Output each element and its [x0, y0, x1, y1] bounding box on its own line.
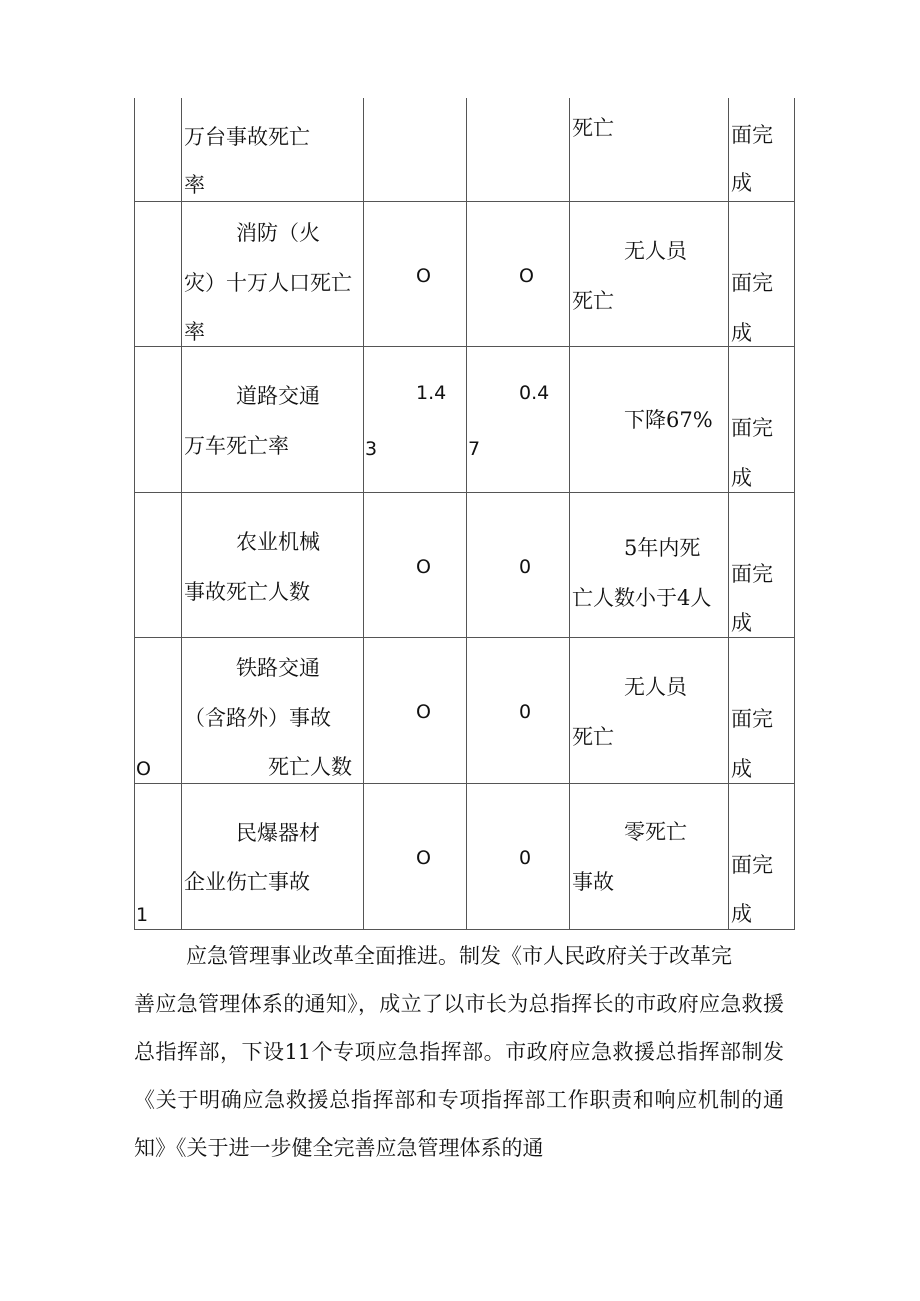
index-value: 1 — [136, 903, 149, 926]
target-line: 下降67% — [624, 407, 713, 432]
status-cell — [729, 98, 795, 201]
indicator-line: 率 — [184, 319, 205, 344]
index-cell — [135, 98, 182, 201]
target-cell — [570, 492, 729, 637]
target-line: 无人员 — [624, 238, 687, 263]
status-cell — [729, 783, 795, 929]
target-cell — [570, 201, 729, 346]
actual-cell — [467, 98, 570, 201]
table-row — [135, 98, 795, 201]
status-line: 成 — [731, 756, 752, 781]
status-line: 面完 — [731, 123, 773, 147]
index-cell — [135, 346, 182, 492]
baseline-cell — [364, 492, 467, 637]
baseline-value: O — [416, 555, 431, 578]
index-cell — [135, 783, 182, 929]
target-cell — [570, 98, 729, 201]
target-line: 死亡 — [572, 288, 614, 313]
target-line: 死亡 — [572, 116, 614, 140]
indicator-line: 消防（火 — [236, 220, 320, 245]
body-paragraph — [134, 932, 784, 1172]
status-line: 面完 — [731, 706, 773, 731]
index-value: O — [136, 757, 151, 780]
indicator-cell — [182, 201, 364, 346]
status-cell — [729, 637, 795, 783]
table-row — [135, 637, 795, 783]
indicator-cell — [182, 492, 364, 637]
indicator-line: 道路交通 — [236, 383, 320, 408]
actual-cell — [467, 201, 570, 346]
index-cell — [135, 492, 182, 637]
actual-value: 7 — [468, 437, 481, 460]
status-line: 成 — [731, 320, 752, 345]
status-cell — [729, 201, 795, 346]
actual-value: 0 — [519, 555, 532, 578]
indicator-line: 万台事故死亡 — [184, 125, 310, 149]
actual-cell — [467, 637, 570, 783]
status-line: 成 — [731, 171, 752, 195]
status-cell — [729, 346, 795, 492]
indicator-line: 率 — [184, 173, 205, 197]
target-line: 无人员 — [624, 674, 687, 699]
target-line: 死亡 — [572, 724, 614, 749]
indicator-line: 民爆器材 — [236, 820, 320, 845]
status-line: 成 — [731, 465, 752, 490]
baseline-cell — [364, 637, 467, 783]
target-cell — [570, 783, 729, 929]
indicator-cell — [182, 98, 364, 201]
baseline-cell — [364, 346, 467, 492]
indicator-line: 企业伤亡事故 — [184, 869, 310, 894]
status-line: 面完 — [731, 852, 773, 877]
status-line: 面完 — [731, 561, 773, 586]
target-cell — [570, 637, 729, 783]
indicator-cell — [182, 637, 364, 783]
paragraph-text: 善应急管理体系的通知》，成立了以市长为总指挥长的市政府应急救援总指挥部，下设11个专项应急指挥部。市政府应急救援总指挥部制发《关于明确应急救援总指挥部和专项指挥部工作职责和响应机制的通知》《关于进一步健全完善应急管理体系的通 — [134, 992, 784, 1160]
status-line: 成 — [731, 610, 752, 635]
indicator-line: （含路外）事故 — [184, 705, 331, 730]
actual-value: 0.4 — [519, 381, 550, 404]
target-line: 零死亡 — [624, 819, 687, 844]
baseline-cell — [364, 98, 467, 201]
indicator-cell — [182, 346, 364, 492]
indicator-line: 死亡人数 — [268, 754, 352, 779]
actual-cell — [467, 783, 570, 929]
index-cell — [135, 637, 182, 783]
indicator-line: 农业机械 — [236, 529, 320, 554]
table-row — [135, 201, 795, 346]
indicator-line: 事故死亡人数 — [184, 579, 310, 604]
baseline-cell — [364, 201, 467, 346]
target-line: 事故 — [572, 869, 614, 894]
actual-value: 0 — [519, 846, 532, 869]
baseline-value: 1.4 — [416, 381, 447, 404]
indicator-line: 灾）十万人口死亡 — [184, 270, 352, 295]
baseline-value: O — [416, 700, 431, 723]
target-cell — [570, 346, 729, 492]
table-row — [135, 346, 795, 492]
table-row — [135, 783, 795, 929]
actual-cell — [467, 492, 570, 637]
paragraph-first-line: 应急管理事业改革全面推进。制发《市人民政府关于改革完 — [186, 944, 732, 968]
target-line: 5年内死 — [624, 535, 701, 560]
status-line: 面完 — [731, 415, 773, 440]
status-line: 成 — [731, 901, 752, 926]
indicator-cell — [182, 783, 364, 929]
baseline-value: O — [416, 264, 431, 287]
target-line: 亡人数小于4人 — [572, 585, 712, 610]
baseline-value: O — [416, 846, 431, 869]
table-row — [135, 492, 795, 637]
indicator-line: 万车死亡率 — [184, 433, 289, 458]
indicator-table — [134, 98, 795, 930]
status-line: 面完 — [731, 270, 773, 295]
index-cell — [135, 201, 182, 346]
indicator-line: 铁路交通 — [236, 655, 320, 680]
actual-value: O — [519, 264, 534, 287]
actual-cell — [467, 346, 570, 492]
baseline-value: 3 — [365, 437, 378, 460]
actual-value: 0 — [519, 700, 532, 723]
baseline-cell — [364, 783, 467, 929]
status-cell — [729, 492, 795, 637]
